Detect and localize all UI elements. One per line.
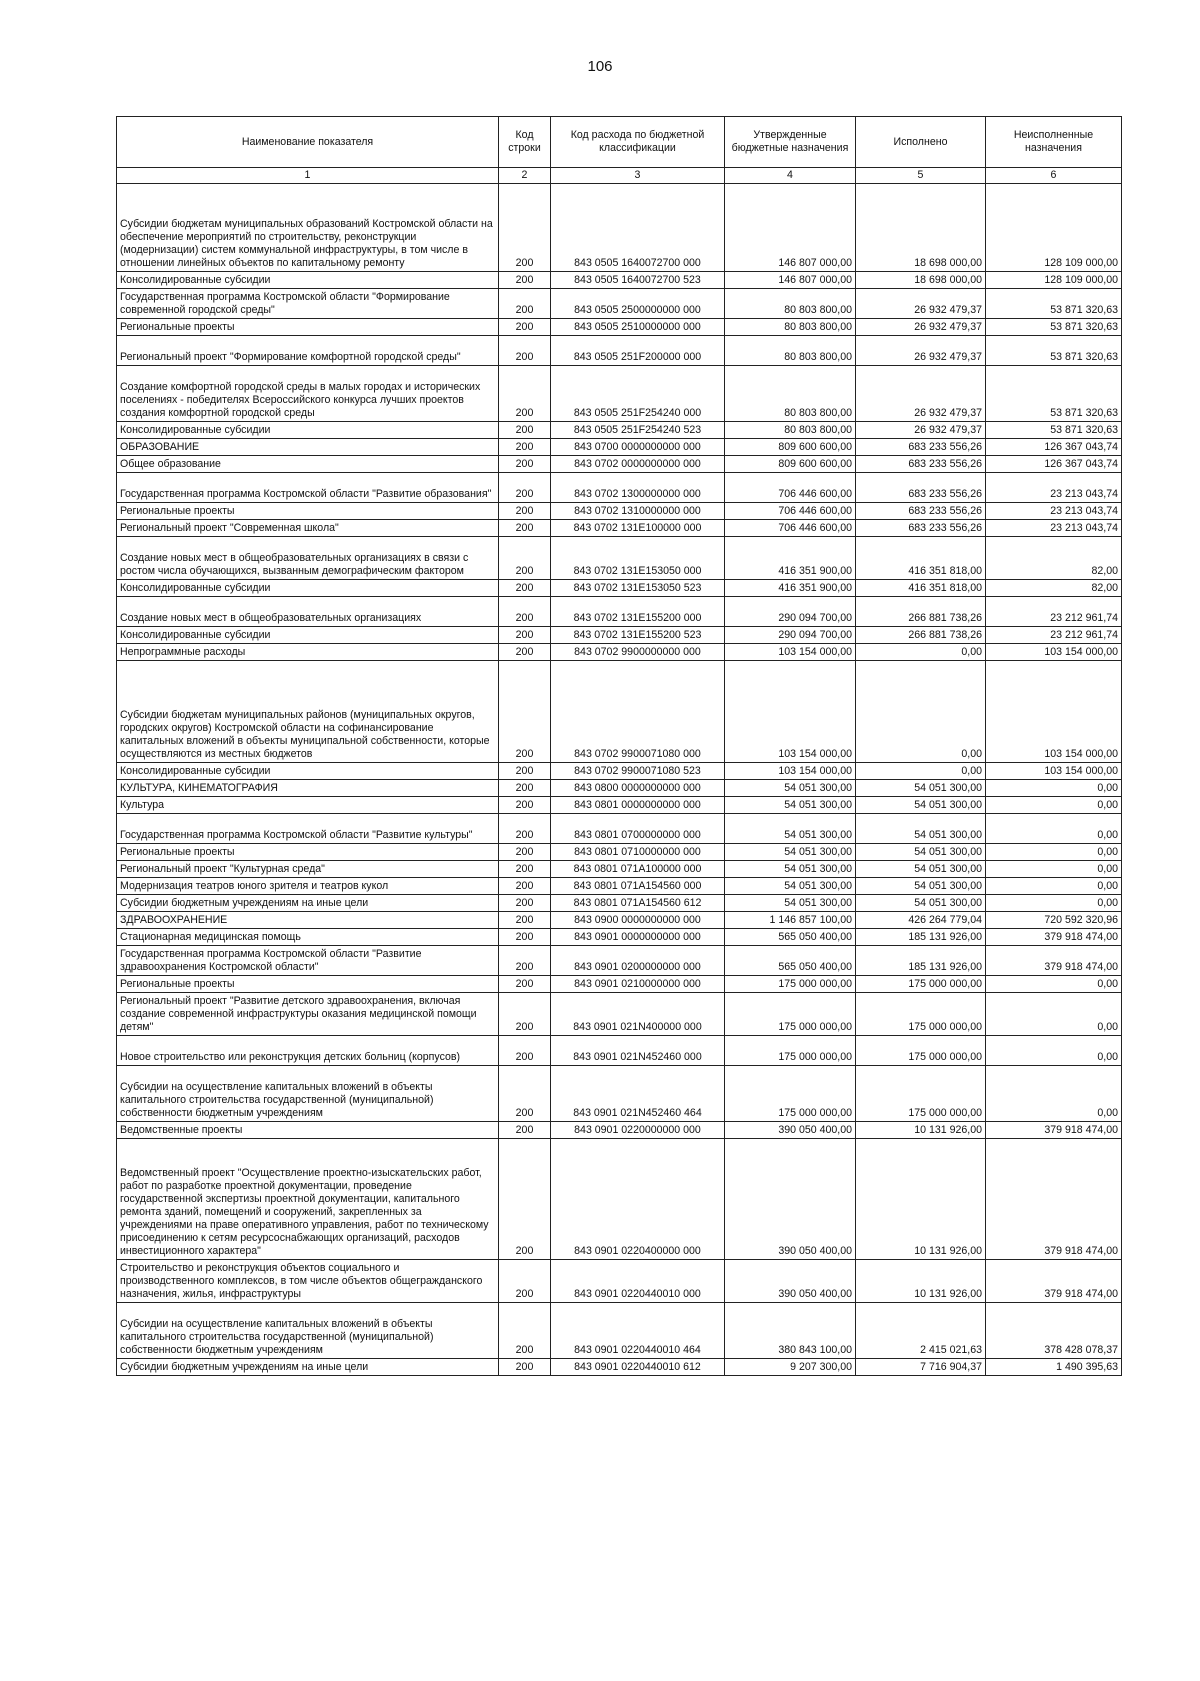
row-unexecuted: 82,00 <box>986 537 1122 580</box>
table-row <box>117 946 1122 976</box>
column-number-row <box>117 168 1122 184</box>
row-unexecuted: 378 428 078,37 <box>986 1303 1122 1359</box>
row-name: Модернизация театров юного зрителя и театров кукол <box>117 878 499 895</box>
row-name: Субсидии бюджетным учреждениям на иные цели <box>117 895 499 912</box>
table-row <box>117 597 1122 627</box>
row-approved: 175 000 000,00 <box>725 1036 856 1066</box>
row-classification: 843 0901 0000000000 000 <box>551 929 725 946</box>
row-unexecuted: 53 871 320,63 <box>986 319 1122 336</box>
row-line-code: 200 <box>499 1122 551 1139</box>
row-classification: 843 0801 071A154560 000 <box>551 878 725 895</box>
row-approved: 54 051 300,00 <box>725 814 856 844</box>
row-line-code: 200 <box>499 503 551 520</box>
row-executed: 683 233 556,26 <box>856 456 986 473</box>
row-approved: 1 146 857 100,00 <box>725 912 856 929</box>
row-unexecuted: 103 154 000,00 <box>986 763 1122 780</box>
row-name: Региональные проекты <box>117 976 499 993</box>
table-row <box>117 993 1122 1036</box>
row-executed: 18 698 000,00 <box>856 184 986 272</box>
row-line-code: 200 <box>499 184 551 272</box>
row-classification: 843 0901 0220000000 000 <box>551 1122 725 1139</box>
row-name: Ведомственные проекты <box>117 1122 499 1139</box>
row-line-code: 200 <box>499 946 551 976</box>
row-unexecuted: 379 918 474,00 <box>986 929 1122 946</box>
row-unexecuted: 103 154 000,00 <box>986 661 1122 763</box>
row-approved: 416 351 900,00 <box>725 537 856 580</box>
table-row <box>117 473 1122 503</box>
column-number: 6 <box>986 168 1122 184</box>
row-classification: 843 0702 9900071080 000 <box>551 661 725 763</box>
row-executed: 0,00 <box>856 661 986 763</box>
row-approved: 380 843 100,00 <box>725 1303 856 1359</box>
row-line-code: 200 <box>499 661 551 763</box>
row-unexecuted: 23 213 043,74 <box>986 520 1122 537</box>
row-approved: 146 807 000,00 <box>725 184 856 272</box>
table-body <box>117 184 1122 1376</box>
table-row <box>117 895 1122 912</box>
table-row <box>117 861 1122 878</box>
row-line-code: 200 <box>499 861 551 878</box>
table-row <box>117 844 1122 861</box>
row-executed: 54 051 300,00 <box>856 814 986 844</box>
table-row <box>117 1122 1122 1139</box>
row-classification: 843 0901 021N452460 000 <box>551 1036 725 1066</box>
table-row <box>117 929 1122 946</box>
row-unexecuted: 0,00 <box>986 1036 1122 1066</box>
row-name: Региональные проекты <box>117 844 499 861</box>
row-unexecuted: 0,00 <box>986 844 1122 861</box>
row-approved: 80 803 800,00 <box>725 289 856 319</box>
row-name: Общее образование <box>117 456 499 473</box>
header-classification-code: Код расхода по бюджетной классификации <box>551 117 725 168</box>
table-row <box>117 763 1122 780</box>
row-unexecuted: 82,00 <box>986 580 1122 597</box>
row-line-code: 200 <box>499 319 551 336</box>
row-line-code: 200 <box>499 929 551 946</box>
row-executed: 54 051 300,00 <box>856 861 986 878</box>
table-row <box>117 336 1122 366</box>
row-line-code: 200 <box>499 644 551 661</box>
table-row <box>117 644 1122 661</box>
row-line-code: 200 <box>499 1066 551 1122</box>
row-classification: 843 0505 2510000000 000 <box>551 319 725 336</box>
row-classification: 843 0901 021N400000 000 <box>551 993 725 1036</box>
row-executed: 175 000 000,00 <box>856 1036 986 1066</box>
row-classification: 843 0900 0000000000 000 <box>551 912 725 929</box>
table-row <box>117 627 1122 644</box>
row-classification: 843 0702 131E153050 000 <box>551 537 725 580</box>
budget-execution-table <box>116 116 1122 1376</box>
row-approved: 9 207 300,00 <box>725 1359 856 1376</box>
row-unexecuted: 53 871 320,63 <box>986 422 1122 439</box>
row-classification: 843 0702 131E155200 523 <box>551 627 725 644</box>
row-classification: 843 0702 9900000000 000 <box>551 644 725 661</box>
row-classification: 843 0702 131E153050 523 <box>551 580 725 597</box>
row-classification: 843 0901 0200000000 000 <box>551 946 725 976</box>
row-line-code: 200 <box>499 366 551 422</box>
row-unexecuted: 379 918 474,00 <box>986 1139 1122 1260</box>
row-line-code: 200 <box>499 1036 551 1066</box>
row-name: Региональный проект "Культурная среда" <box>117 861 499 878</box>
row-executed: 54 051 300,00 <box>856 844 986 861</box>
row-unexecuted: 23 212 961,74 <box>986 627 1122 644</box>
row-classification: 843 0901 0210000000 000 <box>551 976 725 993</box>
row-line-code: 200 <box>499 814 551 844</box>
row-classification: 843 0901 021N452460 464 <box>551 1066 725 1122</box>
header-line-code: Код строки <box>499 117 551 168</box>
row-executed: 26 932 479,37 <box>856 319 986 336</box>
row-classification: 843 0505 251F200000 000 <box>551 336 725 366</box>
row-line-code: 200 <box>499 1139 551 1260</box>
row-unexecuted: 23 213 043,74 <box>986 503 1122 520</box>
row-name: Региональный проект "Современная школа" <box>117 520 499 537</box>
table-row <box>117 456 1122 473</box>
row-executed: 26 932 479,37 <box>856 422 986 439</box>
row-classification: 843 0505 2500000000 000 <box>551 289 725 319</box>
row-approved: 290 094 700,00 <box>725 597 856 627</box>
row-unexecuted: 126 367 043,74 <box>986 439 1122 456</box>
row-classification: 843 0800 0000000000 000 <box>551 780 725 797</box>
row-name: Культура <box>117 797 499 814</box>
row-name: Консолидированные субсидии <box>117 422 499 439</box>
row-approved: 809 600 600,00 <box>725 456 856 473</box>
row-name: Создание новых мест в общеобразовательных организациях <box>117 597 499 627</box>
row-unexecuted: 0,00 <box>986 797 1122 814</box>
row-approved: 175 000 000,00 <box>725 1066 856 1122</box>
row-approved: 175 000 000,00 <box>725 993 856 1036</box>
row-line-code: 200 <box>499 473 551 503</box>
row-name: ОБРАЗОВАНИЕ <box>117 439 499 456</box>
row-unexecuted: 0,00 <box>986 878 1122 895</box>
row-line-code: 200 <box>499 439 551 456</box>
row-classification: 843 0505 1640072700 000 <box>551 184 725 272</box>
row-unexecuted: 128 109 000,00 <box>986 272 1122 289</box>
row-line-code: 200 <box>499 993 551 1036</box>
row-executed: 10 131 926,00 <box>856 1139 986 1260</box>
row-unexecuted: 379 918 474,00 <box>986 946 1122 976</box>
row-line-code: 200 <box>499 597 551 627</box>
table-row <box>117 1036 1122 1066</box>
row-executed: 54 051 300,00 <box>856 797 986 814</box>
row-approved: 390 050 400,00 <box>725 1260 856 1303</box>
row-classification: 843 0702 131E100000 000 <box>551 520 725 537</box>
row-line-code: 200 <box>499 797 551 814</box>
table-row <box>117 184 1122 272</box>
row-line-code: 200 <box>499 537 551 580</box>
row-approved: 80 803 800,00 <box>725 336 856 366</box>
table-row <box>117 814 1122 844</box>
row-unexecuted: 126 367 043,74 <box>986 456 1122 473</box>
row-classification: 843 0901 0220440010 000 <box>551 1260 725 1303</box>
row-classification: 843 0801 0710000000 000 <box>551 844 725 861</box>
row-name: Субсидии бюджетам муниципальных образований Костромской области на обеспечение мероприятий по строительству, реконструкции (модернизации) систем коммунальной инфраструктуры, в том числе в отношении линейных объектов по капитальному ремонту <box>117 184 499 272</box>
page-number: 106 <box>587 58 613 75</box>
row-executed: 175 000 000,00 <box>856 976 986 993</box>
row-unexecuted: 720 592 320,96 <box>986 912 1122 929</box>
row-executed: 266 881 738,26 <box>856 597 986 627</box>
table-row <box>117 797 1122 814</box>
row-line-code: 200 <box>499 912 551 929</box>
column-number: 1 <box>117 168 499 184</box>
row-name: Создание комфортной городской среды в малых городах и исторических поселениях - победителях Всероссийского конкурса лучших проектов создания комфортной городской среды <box>117 366 499 422</box>
row-executed: 10 131 926,00 <box>856 1122 986 1139</box>
row-unexecuted: 379 918 474,00 <box>986 1122 1122 1139</box>
row-approved: 706 446 600,00 <box>725 520 856 537</box>
row-name: Консолидированные субсидии <box>117 763 499 780</box>
row-executed: 416 351 818,00 <box>856 580 986 597</box>
row-classification: 843 0505 251F254240 000 <box>551 366 725 422</box>
row-line-code: 200 <box>499 976 551 993</box>
row-line-code: 200 <box>499 580 551 597</box>
row-classification: 843 0801 071A154560 612 <box>551 895 725 912</box>
table-row <box>117 537 1122 580</box>
row-unexecuted: 0,00 <box>986 993 1122 1036</box>
row-executed: 54 051 300,00 <box>856 895 986 912</box>
row-unexecuted: 53 871 320,63 <box>986 336 1122 366</box>
row-name: ЗДРАВООХРАНЕНИЕ <box>117 912 499 929</box>
row-name: Субсидии на осуществление капитальных вложений в объекты капитального строительства государственной (муниципальной) собственности бюджетным учреждениям <box>117 1066 499 1122</box>
row-approved: 54 051 300,00 <box>725 895 856 912</box>
table-row <box>117 1260 1122 1303</box>
row-name: Стационарная медицинская помощь <box>117 929 499 946</box>
row-approved: 54 051 300,00 <box>725 780 856 797</box>
row-name: Консолидированные субсидии <box>117 272 499 289</box>
row-executed: 683 233 556,26 <box>856 439 986 456</box>
row-executed: 175 000 000,00 <box>856 1066 986 1122</box>
row-approved: 390 050 400,00 <box>725 1122 856 1139</box>
row-approved: 390 050 400,00 <box>725 1139 856 1260</box>
row-approved: 706 446 600,00 <box>725 503 856 520</box>
row-name: Государственная программа Костромской области "Формирование современной городской среды" <box>117 289 499 319</box>
row-unexecuted: 53 871 320,63 <box>986 289 1122 319</box>
row-classification: 843 0505 251F254240 523 <box>551 422 725 439</box>
row-executed: 683 233 556,26 <box>856 520 986 537</box>
row-classification: 843 0801 0000000000 000 <box>551 797 725 814</box>
row-line-code: 200 <box>499 520 551 537</box>
row-executed: 54 051 300,00 <box>856 878 986 895</box>
row-executed: 426 264 779,04 <box>856 912 986 929</box>
row-approved: 103 154 000,00 <box>725 661 856 763</box>
column-number: 2 <box>499 168 551 184</box>
column-number: 4 <box>725 168 856 184</box>
row-unexecuted: 128 109 000,00 <box>986 184 1122 272</box>
row-line-code: 200 <box>499 422 551 439</box>
row-unexecuted: 53 871 320,63 <box>986 366 1122 422</box>
table-row <box>117 1359 1122 1376</box>
row-line-code: 200 <box>499 878 551 895</box>
row-name: Государственная программа Костромской области "Развитие образования" <box>117 473 499 503</box>
table-row <box>117 780 1122 797</box>
header-executed: Исполнено <box>856 117 986 168</box>
row-name: Строительство и реконструкция объектов социального и производственного комплексов, в том числе объектов общегражданского назначения, жилья, инфраструктуры <box>117 1260 499 1303</box>
row-name: Региональный проект "Формирование комфортной городской среды" <box>117 336 499 366</box>
column-number: 3 <box>551 168 725 184</box>
row-executed: 416 351 818,00 <box>856 537 986 580</box>
row-executed: 54 051 300,00 <box>856 780 986 797</box>
row-approved: 80 803 800,00 <box>725 422 856 439</box>
table-row <box>117 422 1122 439</box>
row-name: Консолидированные субсидии <box>117 627 499 644</box>
row-executed: 683 233 556,26 <box>856 503 986 520</box>
row-classification: 843 0702 0000000000 000 <box>551 456 725 473</box>
row-approved: 565 050 400,00 <box>725 946 856 976</box>
header-unexecuted: Неисполненные назначения <box>986 117 1122 168</box>
row-classification: 843 0801 071A100000 000 <box>551 861 725 878</box>
row-line-code: 200 <box>499 1260 551 1303</box>
row-executed: 175 000 000,00 <box>856 993 986 1036</box>
row-name: Консолидированные субсидии <box>117 580 499 597</box>
row-executed: 18 698 000,00 <box>856 272 986 289</box>
row-approved: 706 446 600,00 <box>725 473 856 503</box>
row-unexecuted: 0,00 <box>986 780 1122 797</box>
table-row <box>117 520 1122 537</box>
row-name: Новое строительство или реконструкция детских больниц (корпусов) <box>117 1036 499 1066</box>
row-unexecuted: 0,00 <box>986 814 1122 844</box>
row-classification: 843 0702 1300000000 000 <box>551 473 725 503</box>
row-unexecuted: 379 918 474,00 <box>986 1260 1122 1303</box>
row-unexecuted: 1 490 395,63 <box>986 1359 1122 1376</box>
row-classification: 843 0801 0700000000 000 <box>551 814 725 844</box>
row-classification: 843 0702 1310000000 000 <box>551 503 725 520</box>
row-classification: 843 0901 0220440010 612 <box>551 1359 725 1376</box>
row-executed: 10 131 926,00 <box>856 1260 986 1303</box>
table-row <box>117 912 1122 929</box>
row-approved: 146 807 000,00 <box>725 272 856 289</box>
header-approved: Утвержденные бюджетные назначения <box>725 117 856 168</box>
row-line-code: 200 <box>499 780 551 797</box>
row-name: Субсидии бюджетам муниципальных районов (муниципальных округов, городских округов) Костромской области на софинансирование капитальных вложений в объекты муниципальной собственности, которые осуществляются из местных бюджетов <box>117 661 499 763</box>
row-classification: 843 0901 0220440010 464 <box>551 1303 725 1359</box>
row-approved: 80 803 800,00 <box>725 319 856 336</box>
row-name: Субсидии на осуществление капитальных вложений в объекты капитального строительства государственной (муниципальной) собственности бюджетным учреждениям <box>117 1303 499 1359</box>
header-indicator-name: Наименование показателя <box>117 117 499 168</box>
row-approved: 80 803 800,00 <box>725 366 856 422</box>
row-line-code: 200 <box>499 627 551 644</box>
row-line-code: 200 <box>499 763 551 780</box>
row-classification: 843 0702 131E155200 000 <box>551 597 725 627</box>
row-name: Государственная программа Костромской области "Развитие здравоохранения Костромской области" <box>117 946 499 976</box>
row-executed: 0,00 <box>856 763 986 780</box>
table-row <box>117 272 1122 289</box>
row-approved: 416 351 900,00 <box>725 580 856 597</box>
row-line-code: 200 <box>499 895 551 912</box>
table-header-row <box>117 117 1122 168</box>
row-executed: 683 233 556,26 <box>856 473 986 503</box>
row-unexecuted: 0,00 <box>986 861 1122 878</box>
table-row <box>117 1066 1122 1122</box>
row-name: Региональные проекты <box>117 503 499 520</box>
table-row <box>117 289 1122 319</box>
row-executed: 7 716 904,37 <box>856 1359 986 1376</box>
row-unexecuted: 23 212 961,74 <box>986 597 1122 627</box>
row-name: Создание новых мест в общеобразовательных организациях в связи с ростом числа обучающихся, вызванным демографическим фактором <box>117 537 499 580</box>
row-classification: 843 0901 0220400000 000 <box>551 1139 725 1260</box>
row-executed: 2 415 021,63 <box>856 1303 986 1359</box>
table-row <box>117 1139 1122 1260</box>
row-line-code: 200 <box>499 272 551 289</box>
row-line-code: 200 <box>499 289 551 319</box>
table-row <box>117 878 1122 895</box>
row-line-code: 200 <box>499 844 551 861</box>
row-line-code: 200 <box>499 456 551 473</box>
row-executed: 0,00 <box>856 644 986 661</box>
row-executed: 26 932 479,37 <box>856 289 986 319</box>
table-row <box>117 503 1122 520</box>
row-name: Субсидии бюджетным учреждениям на иные цели <box>117 1359 499 1376</box>
row-name: Государственная программа Костромской области "Развитие культуры" <box>117 814 499 844</box>
row-name: Региональные проекты <box>117 319 499 336</box>
row-approved: 54 051 300,00 <box>725 861 856 878</box>
row-line-code: 200 <box>499 1359 551 1376</box>
row-approved: 565 050 400,00 <box>725 929 856 946</box>
row-unexecuted: 0,00 <box>986 1066 1122 1122</box>
table-row <box>117 319 1122 336</box>
table-row <box>117 580 1122 597</box>
row-executed: 185 131 926,00 <box>856 946 986 976</box>
row-classification: 843 0702 9900071080 523 <box>551 763 725 780</box>
row-approved: 175 000 000,00 <box>725 976 856 993</box>
row-unexecuted: 0,00 <box>986 895 1122 912</box>
row-classification: 843 0700 0000000000 000 <box>551 439 725 456</box>
row-approved: 103 154 000,00 <box>725 763 856 780</box>
table-row <box>117 1303 1122 1359</box>
row-approved: 54 051 300,00 <box>725 797 856 814</box>
row-classification: 843 0505 1640072700 523 <box>551 272 725 289</box>
row-unexecuted: 103 154 000,00 <box>986 644 1122 661</box>
row-line-code: 200 <box>499 336 551 366</box>
row-unexecuted: 0,00 <box>986 976 1122 993</box>
row-approved: 54 051 300,00 <box>725 878 856 895</box>
row-approved: 54 051 300,00 <box>725 844 856 861</box>
table-row <box>117 976 1122 993</box>
row-executed: 26 932 479,37 <box>856 366 986 422</box>
table-row <box>117 661 1122 763</box>
row-line-code: 200 <box>499 1303 551 1359</box>
column-number: 5 <box>856 168 986 184</box>
row-approved: 809 600 600,00 <box>725 439 856 456</box>
row-executed: 185 131 926,00 <box>856 929 986 946</box>
row-name: Ведомственный проект "Осуществление проектно-изыскательских работ, работ по разработке проектной документации, проведение государственной экспертизы проектной документации, капитального ремонта зданий, помещений и сооружений, закрепленных за учреждениями на праве оперативного управления, работ по техническому присоединению к сетям ресурсоснабжающих организаций, расходов инвестиционного характера" <box>117 1139 499 1260</box>
row-name: Непрограммные расходы <box>117 644 499 661</box>
row-approved: 103 154 000,00 <box>725 644 856 661</box>
row-name: Региональный проект "Развитие детского здравоохранения, включая создание современной инфраструктуры оказания медицинской помощи детям" <box>117 993 499 1036</box>
row-executed: 26 932 479,37 <box>856 336 986 366</box>
row-executed: 266 881 738,26 <box>856 627 986 644</box>
table-row <box>117 439 1122 456</box>
row-unexecuted: 23 213 043,74 <box>986 473 1122 503</box>
row-name: КУЛЬТУРА, КИНЕМАТОГРАФИЯ <box>117 780 499 797</box>
row-approved: 290 094 700,00 <box>725 627 856 644</box>
table-row <box>117 366 1122 422</box>
